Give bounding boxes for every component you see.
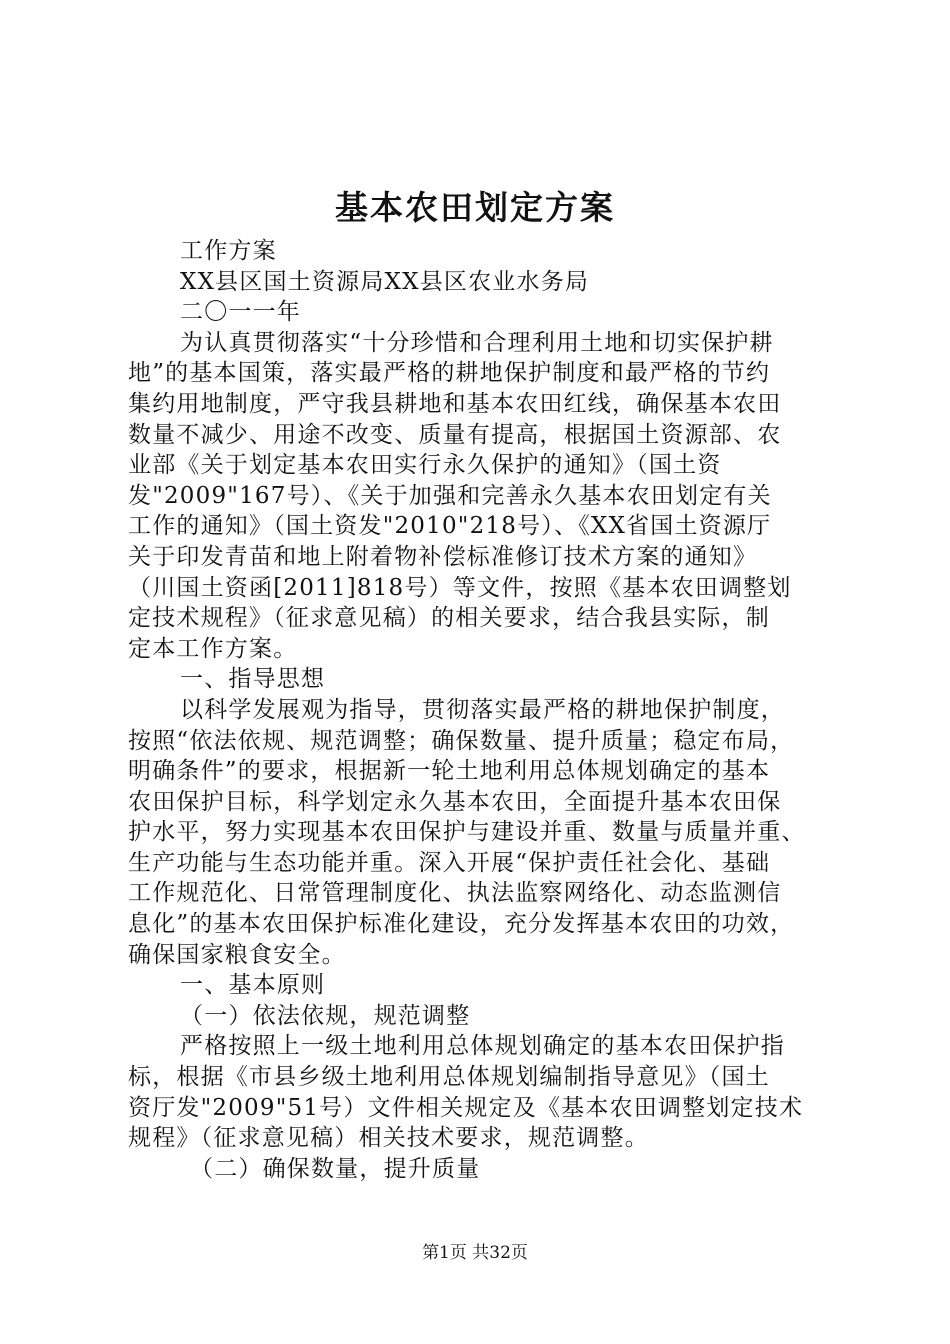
paragraph-line: 按照“依法依规、规范调整；确保数量、提升质量；稳定布局， [128,727,795,754]
section-heading-basic-principles: 一、基本原则 [180,972,326,999]
paragraph-line: 业部《关于划定基本农田实行永久保护的通知》（国土资 [128,452,722,479]
paragraph-line: 护水平，努力实现基本农田保护与建设并重、数量与质量并重、 [128,819,806,846]
paragraph-line: 工作规范化、日常管理制度化、执法监察网络化、动态监测信 [128,880,782,907]
paragraph-line: 数量不减少、用途不改变、质量有提高，根据国土资源部、农 [128,421,782,448]
issue-year: 二〇一一年 [180,299,301,326]
subsection-heading-2: （二）确保数量，提升质量 [190,1155,481,1182]
paragraph-line: 明确条件”的要求，根据新一轮土地利用总体规划确定的基本 [128,758,771,785]
paragraph-line: 农田保护目标，科学划定永久基本农田，全面提升基本农田保 [128,788,782,815]
paragraph-line: 息化”的基本农田保护标准化建设，充分发挥基本农田的功效， [128,911,795,938]
subsection-heading-1: （一）依法依规，规范调整 [180,1002,471,1029]
paragraph-line: 为认真贯彻落实“十分珍惜和合理利用土地和切实保护耕 [180,329,774,356]
paragraph-line: （川国土资函[2011]818号）等文件，按照《基本农田调整划 [128,574,792,601]
page-footer: 第1页 共32页 [422,1243,528,1263]
paragraph-line: 标，根据《市县乡级土地利用总体规划编制指导意见》（国土 [128,1064,770,1091]
paragraph-line: 地”的基本国策，落实最严格的耕地保护制度和最严格的节约 [128,360,771,387]
paragraph-line: 以科学发展观为指导，贯彻落实最严格的耕地保护制度， [180,696,785,723]
issuing-agencies: XX县区国土资源局XX县区农业水务局 [180,268,590,295]
paragraph-line: 定本工作方案。 [128,635,298,662]
paragraph-line: 确保国家粮食安全。 [128,941,346,968]
paragraph-line: 工作的通知》（国土资发"2010"218号）、《XX省国土资源厅 [128,513,772,540]
paragraph-line: 生产功能与生态功能并重。深入开展“保护责任社会化、基础 [128,849,771,876]
paragraph-line: 严格按照上一级土地利用总体规划确定的基本农田保护指 [180,1033,785,1060]
subtitle-work-plan: 工作方案 [180,238,277,264]
paragraph-line: 集约用地制度，严守我县耕地和基本农田红线，确保基本农田 [128,390,782,417]
section-heading-guiding-thought: 一、指导思想 [180,666,326,693]
document-title: 基本农田划定方案 [335,188,615,227]
paragraph-line: 发"2009"167号）、《关于加强和完善永久基本农田划定有关 [128,482,772,509]
paragraph-line: 关于印发青苗和地上附着物补偿标准修订技术方案的通知》 [128,543,758,570]
paragraph-line: 资厅发"2009"51号）文件相关规定及《基本农田调整划定技术 [128,1094,804,1121]
paragraph-line: 规程》（征求意见稿）相关技术要求，规范调整。 [128,1125,649,1152]
document-body [128,236,834,1184]
paragraph-line: 定技术规程》（征求意见稿）的相关要求，结合我县实际，制 [128,605,770,632]
